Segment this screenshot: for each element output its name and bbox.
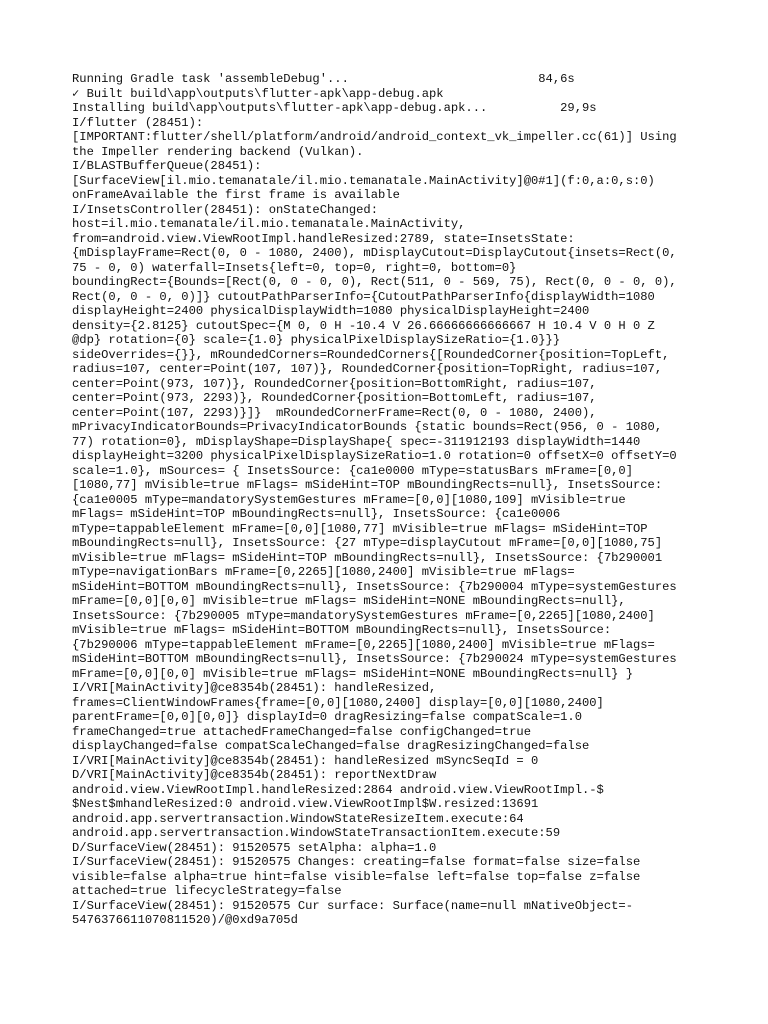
log-line: mVisible=true mFlags= mSideHint=BOTTOM mBoundingRects=null}, InsetsSource: — [72, 623, 612, 637]
log-line: mFrame=[0,0][0,0] mVisible=true mFlags= mSideHint=NONE mBoundingRects=null}, — [72, 594, 626, 608]
log-line: {7b290006 mType=tappableElement mFrame=[0,2265][1080,2400] mVisible=true mFlags= — [72, 637, 655, 652]
log-line: Running Gradle task 'assembleDebug'... 84,6s — [72, 72, 575, 86]
log-line: Rect(0, 0 - 0, 0)]} cutoutPathParserInfo={CutoutPathParserInfo{displayWidth=1080 — [72, 289, 655, 304]
log-line: I/SurfaceView(28451): 91520575 Changes: creating=false format=false size=false — [72, 855, 641, 869]
log-line: ✓ Built build\app\outputs\flutter-apk\app-debug.apk — [72, 86, 444, 101]
log-line: mFrame=[0,0][0,0] mVisible=true mFlags= mSideHint=NONE mBoundingRects=null} } — [72, 666, 633, 681]
log-line: mType=navigationBars mFrame=[0,2265][1080,2400] mVisible=true mFlags= — [72, 565, 575, 579]
log-line: frames=ClientWindowFrames{frame=[0,0][1080,2400] display=[0,0][1080,2400] — [72, 695, 604, 710]
log-line: 5476376611070811520)/@0xd9a705d — [72, 913, 298, 927]
log-line: android.app.servertransaction.WindowStateResizeItem.execute:64 — [72, 811, 524, 826]
console-log — [72, 72, 712, 928]
log-line: radius=107, center=Point(107, 107)}, RoundedCorner{position=TopRight, radius=107, — [72, 362, 663, 376]
log-line: D/SurfaceView(28451): 91520575 setAlpha: alpha=1.0 — [72, 840, 437, 855]
log-line: $Nest$mhandleResized:0 android.view.ViewRootImpl$W.resized:13691 — [72, 797, 539, 811]
log-line: center=Point(973, 107)}, RoundedCorner{position=BottomRight, radius=107, — [72, 376, 597, 391]
log-line: I/flutter (28451): — [72, 115, 204, 130]
log-line: scale=1.0}, mSources= { InsetsSource: {ca1e0000 mType=statusBars mFrame=[0,0] — [72, 463, 633, 478]
log-line: displayHeight=2400 physicalDisplayWidth=1080 physicalDisplayHeight=2400 — [72, 304, 590, 318]
log-line: mVisible=true mFlags= mSideHint=TOP mBoundingRects=null}, InsetsSource: {7b290001 — [72, 550, 663, 565]
log-line: I/BLASTBufferQueue(28451): — [72, 159, 262, 173]
log-line: InsetsSource: {7b290005 mType=mandatorySystemGestures mFrame=[0,2265][1080,2400] — [72, 608, 655, 623]
log-line: parentFrame=[0,0][0,0]} displayId=0 dragResizing=false compatScale=1.0 — [72, 710, 582, 724]
log-line: mBoundingRects=null}, InsetsSource: {27 mType=displayCutout mFrame=[0,0][1080,75] — [72, 536, 663, 550]
log-line: center=Point(973, 2293)}, RoundedCorner{position=BottomLeft, radius=107, — [72, 391, 597, 405]
log-line: mType=tappableElement mFrame=[0,0][1080,77] mVisible=true mFlags= mSideHint=TOP — [72, 521, 648, 536]
log-line: 75 - 0, 0) waterfall=Insets{left=0, top=0, right=0, bottom=0} — [72, 260, 517, 275]
log-line: android.view.ViewRootImpl.handleResized:2864 android.view.ViewRootImpl.-$ — [72, 782, 604, 797]
log-line: D/VRI[MainActivity]@ce8354b(28451): reportNextDraw — [72, 768, 437, 782]
log-line: mSideHint=BOTTOM mBoundingRects=null}, InsetsSource: {7b290024 mType=systemGestures — [72, 652, 677, 666]
log-line: the Impeller rendering backend (Vulkan). — [72, 144, 364, 159]
log-line: @dp} rotation={0} scale={1.0} physicalPixelDisplaySizeRatio={1.0}}} — [72, 333, 561, 347]
log-line: {ca1e0005 mType=mandatorySystemGestures mFrame=[0,0][1080,109] mVisible=true — [72, 492, 626, 507]
document-page — [72, 72, 712, 928]
log-line: from=android.view.ViewRootImpl.handleResized:2789, state=InsetsState: — [72, 231, 575, 246]
log-line: android.app.servertransaction.WindowStateTransactionItem.execute:59 — [72, 826, 561, 840]
log-line: sideOverrides={}}, mRoundedCorners=RoundedCorners{[RoundedCorner{position=TopLeft, — [72, 347, 670, 362]
log-line: [IMPORTANT:flutter/shell/platform/android/android_context_vk_impeller.cc(61)] Using — [72, 130, 677, 144]
log-line: {mDisplayFrame=Rect(0, 0 - 1080, 2400), mDisplayCutout=DisplayCutout{insets=Rect(0, — [72, 246, 677, 260]
log-line: 77) rotation=0}, mDisplayShape=DisplayShape{ spec=-311912193 displayWidth=1440 — [72, 434, 641, 449]
log-line: mSideHint=BOTTOM mBoundingRects=null}, InsetsSource: {7b290004 mType=systemGestures — [72, 579, 677, 594]
log-line: frameChanged=true attachedFrameChanged=false configChanged=true — [72, 724, 531, 739]
log-line: I/VRI[MainActivity]@ce8354b(28451): handleResized mSyncSeqId = 0 — [72, 753, 539, 768]
log-line: mPrivacyIndicatorBounds=PrivacyIndicatorBounds {static bounds=Rect(956, 0 - 1080, — [72, 420, 663, 434]
log-line: I/InsetsController(28451): onStateChanged: — [72, 202, 378, 217]
log-line: attached=true lifecycleStrategy=false — [72, 884, 342, 898]
log-line: displayChanged=false compatScaleChanged=false dragResizingChanged=false — [72, 739, 590, 753]
log-line: mFlags= mSideHint=TOP mBoundingRects=null}, InsetsSource: {ca1e0006 — [72, 507, 561, 521]
log-line: I/VRI[MainActivity]@ce8354b(28451): handleResized, — [72, 681, 437, 695]
log-line: [1080,77] mVisible=true mFlags= mSideHint=TOP mBoundingRects=null}, InsetsSource: — [72, 478, 663, 492]
log-line: density={2.8125} cutoutSpec={M 0, 0 H -10.4 V 26.66666666666667 H 10.4 V 0 H 0 Z — [72, 318, 655, 333]
log-line: Installing build\app\outputs\flutter-apk\app-debug.apk... 29,9s — [72, 101, 597, 115]
log-line: center=Point(107, 2293)}]} mRoundedCornerFrame=Rect(0, 0 - 1080, 2400), — [72, 405, 597, 420]
log-line: displayHeight=3200 physicalPixelDisplaySizeRatio=1.0 rotation=0 offsetX=0 offsetY=0 — [72, 449, 677, 463]
log-line: host=il.mio.temanatale/il.mio.temanatale.MainActivity, — [72, 217, 466, 231]
log-line: boundingRect={Bounds=[Rect(0, 0 - 0, 0), Rect(511, 0 - 569, 75), Rect(0, 0 - 0, 0), — [72, 275, 677, 289]
log-line: visible=false alpha=true hint=false visible=false left=false top=false z=false — [72, 869, 641, 884]
log-line: onFrameAvailable the first frame is available — [72, 188, 400, 202]
log-line: [SurfaceView[il.mio.temanatale/il.mio.temanatale.MainActivity]@0#1](f:0,a:0,s:0) — [72, 173, 655, 188]
log-line: I/SurfaceView(28451): 91520575 Cur surface: Surface(name=null mNativeObject=- — [72, 898, 633, 913]
